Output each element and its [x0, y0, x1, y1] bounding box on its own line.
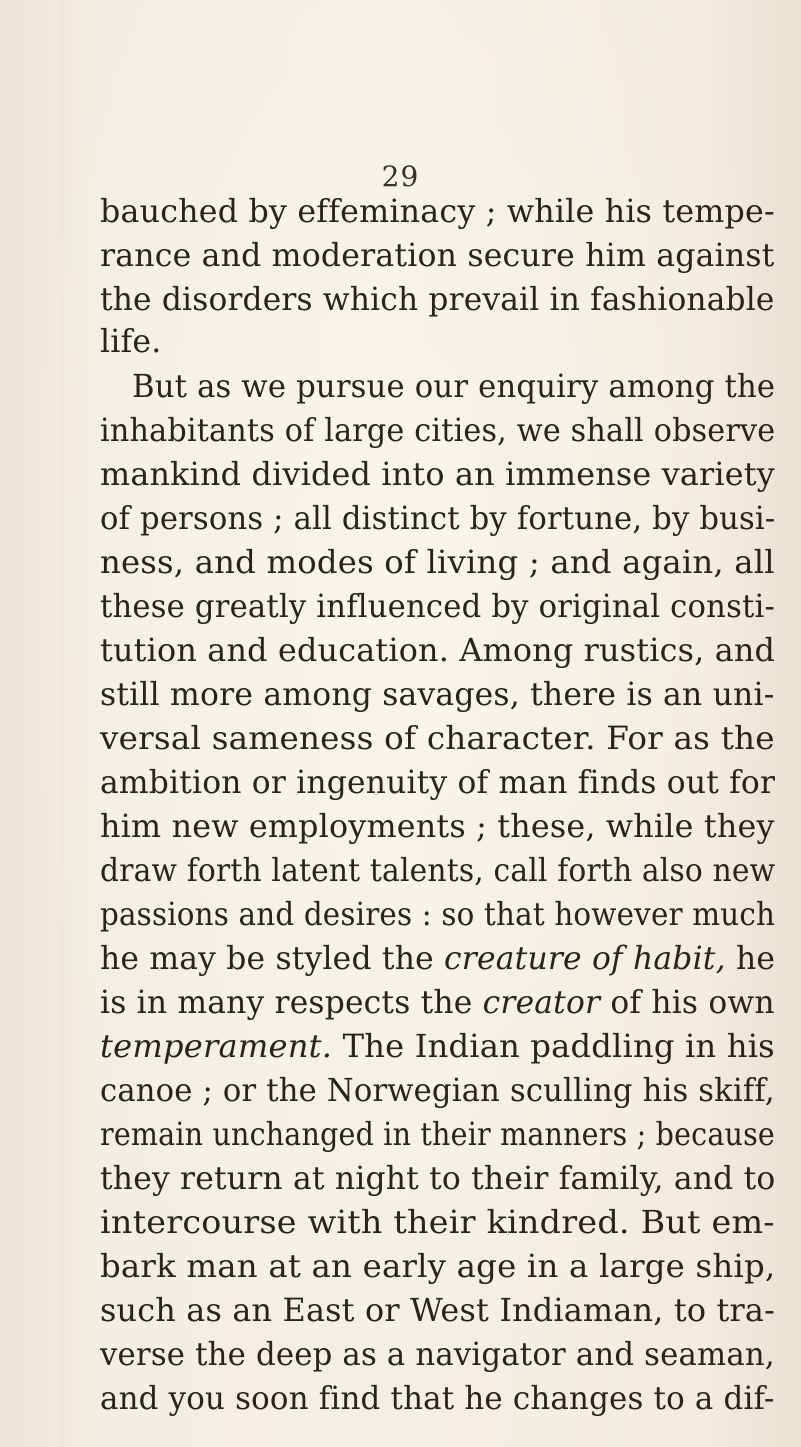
text-line-8: of persons ; all distinct by fortune, by busi-: [100, 501, 776, 537]
text-line-1: bauched by effeminacy ; while his tempe-: [100, 194, 775, 230]
text-line-22: remain unchanged in their manners ; because: [100, 1117, 776, 1153]
text-line-25: bark man at an early age in a large ship,: [100, 1249, 776, 1285]
paragraph-start-line: But as we pursue our enquiry among the: [132, 369, 776, 405]
text-line-2: rance and moderation secure him against: [100, 238, 775, 274]
text-line-14: ambition or ingenuity of man finds out for: [100, 765, 776, 801]
text-line-13: versal sameness of character. For as the: [100, 721, 775, 757]
text-line-3: the disorders which prevail in fashionable: [100, 282, 775, 318]
text-line-26: such as an East or West Indiaman, to tra-: [100, 1293, 776, 1329]
text-line-23: they return at night to their family, and to: [100, 1161, 776, 1197]
text-line-27: verse the deep as a navigator and seaman,: [100, 1337, 775, 1373]
italic-phrase: creature of habit,: [444, 941, 726, 977]
text-line-4: life.: [100, 324, 162, 360]
text-run: he may be styled the: [100, 941, 434, 977]
text-line-12: still more among savages, there is an uni-: [100, 677, 775, 713]
text-line-15: him new employments ; these, while they: [100, 809, 775, 845]
italic-word: creator: [482, 985, 601, 1021]
text-run: is in many respects the: [100, 985, 473, 1021]
text-line-24: intercourse with their kindred. But em-: [100, 1205, 775, 1241]
italic-word: temperament.: [100, 1029, 333, 1065]
text-line-9: ness, and modes of living ; and again, all: [100, 545, 775, 581]
text-line-21: canoe ; or the Norwegian sculling his skiff,: [100, 1073, 775, 1109]
text-run: he: [735, 941, 776, 977]
page-number: 29: [381, 160, 420, 193]
text-line-20: [100, 1025, 775, 1069]
text-line-11: tution and education. Among rustics, and: [100, 633, 776, 669]
text-run: The Indian paddling in his: [342, 1029, 775, 1065]
text-line-10: these greatly influenced by original consti-: [100, 589, 776, 625]
page-edge-mark: [62, 0, 63, 1447]
text-line-28: and you soon find that he changes to a dif-: [100, 1381, 775, 1417]
text-line-6: inhabitants of large cities, we shall observe: [100, 413, 776, 449]
text-line-16: draw forth latent talents, call forth also new: [100, 853, 776, 889]
text-line-7: mankind divided into an immense variety: [100, 457, 775, 493]
text-line-18: [100, 937, 775, 981]
text-line-17: passions and desires : so that however much: [100, 897, 776, 933]
text-line-19: [100, 981, 775, 1025]
text-run: of his own: [610, 985, 775, 1021]
